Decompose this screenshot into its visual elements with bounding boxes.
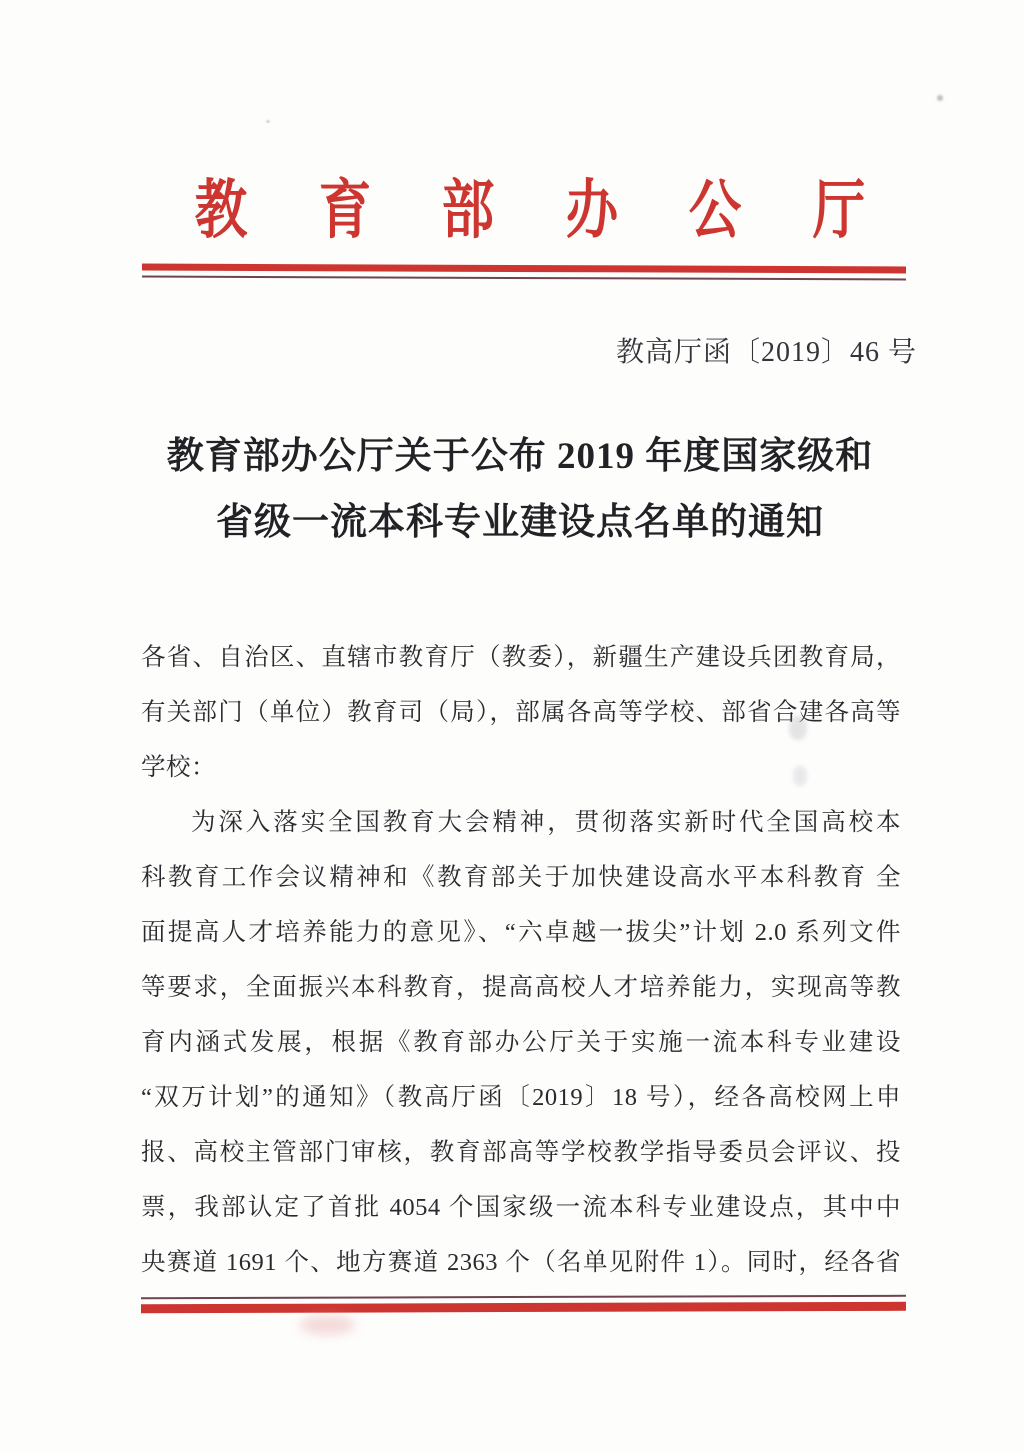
footer-rule-thin [141,1295,906,1299]
document-title-line-2: 省级一流本科专业建设点名单的通知 [216,502,824,543]
letterhead-char: 部 [441,175,495,246]
body-line-paragraph: 票，我部认定了首批 4054 个国家级一流本科专业建设点，其中中 [141,1194,901,1221]
body-line-addressee-3: 学校： [141,754,216,781]
letterhead-char: 公 [689,175,742,246]
body-line-paragraph: 育内涵式发展，根据《教育部办公厅关于实施一流本科专业建设 [141,1029,901,1056]
body-line-paragraph: 为深入落实全国教育大会精神，贯彻落实新时代全国高校本 [191,809,901,836]
body-line-addressee-2: 有关部门（单位）教育司（局），部属各高等学校、部省合建各高等 [141,699,901,726]
scan-speck [937,95,943,101]
letterhead-char: 办 [565,175,619,246]
header-rule-thick [142,264,906,274]
scan-speck [266,120,270,123]
letterhead-title [189,174,871,248]
letterhead-char: 育 [318,175,371,246]
letterhead-char: 教 [194,175,248,246]
body-line-paragraph: 等要求，全面振兴本科教育，提高高校人才培养能力，实现高等教 [141,974,901,1001]
scan-smudge-pink [300,1315,355,1335]
document-number: 教高厅函〔2019〕46 号 [615,337,917,368]
body-line-paragraph: 面提高人才培养能力的意见》、“六卓越一拔尖”计划 2.0 系列文件 [141,919,901,946]
body-line-paragraph: 央赛道 1691 个、地方赛道 2363 个（名单见附件 1）。同时，经各省 [141,1249,901,1276]
document-title [140,424,900,556]
body-line-paragraph: 报、高校主管部门审核，教育部高等学校教学指导委员会评议、投 [141,1139,901,1166]
document-title-line-1: 教育部办公厅关于公布 2019 年度国家级和 [166,436,874,477]
footer-rule-thick [141,1302,906,1313]
header-rule-thin [142,276,906,281]
body-line-paragraph: 科教育工作会议精神和《教育部关于加快建设高水平本科教育 全 [141,864,901,891]
document-body [141,630,901,1290]
body-line-addressee-1: 各省、自治区、直辖市教育厅（教委），新疆生产建设兵团教育局， [141,644,901,671]
letterhead-char: 厅 [812,175,866,246]
body-line-paragraph: “双万计划”的通知》（教高厅函〔2019〕18 号），经各高校网上申 [141,1084,901,1111]
